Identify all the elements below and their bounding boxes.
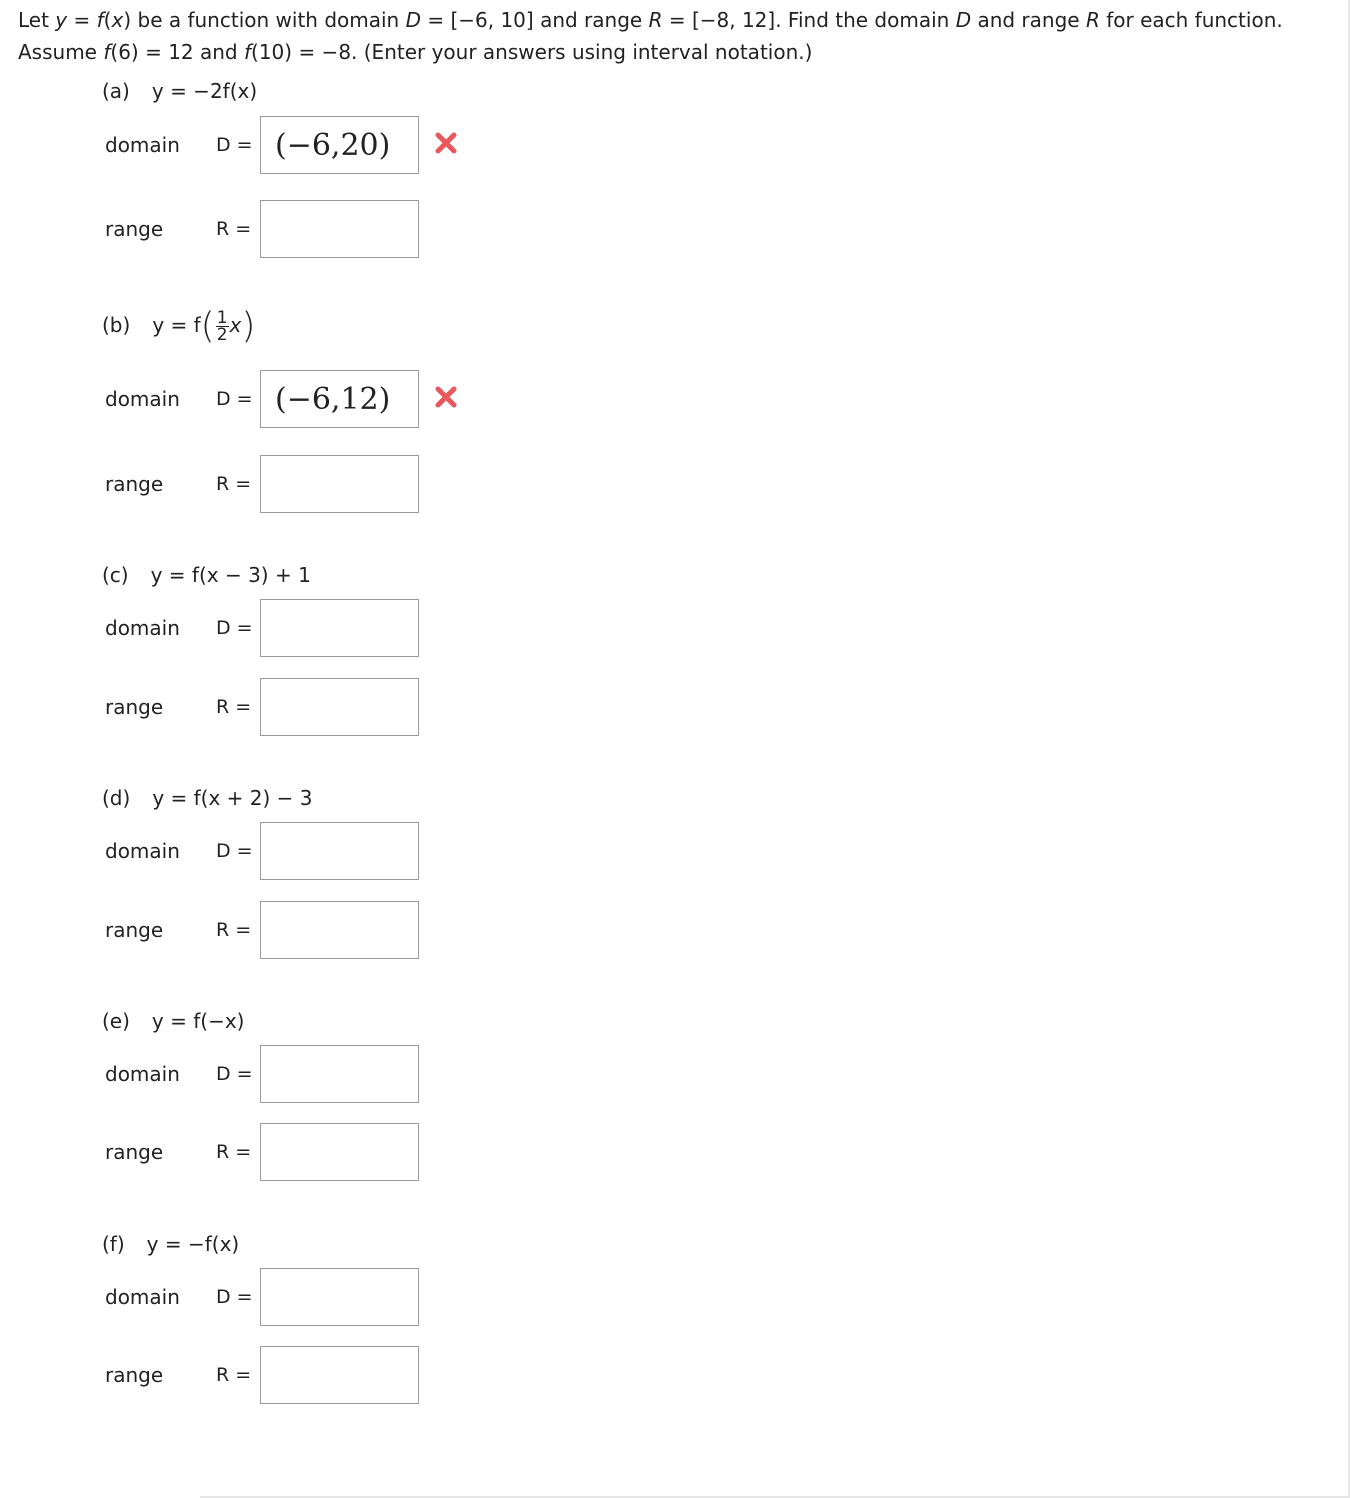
range-var: R = bbox=[216, 473, 252, 495]
domain-var: D = bbox=[216, 1063, 253, 1085]
part-formula: y = f(x − 3) + 1 bbox=[150, 563, 311, 587]
domain-label: domain bbox=[105, 1285, 180, 1309]
question-fragment: = [−8, 12]. Find the domain bbox=[662, 8, 956, 32]
part-letter: (c) bbox=[102, 563, 129, 587]
part-c-domain-row bbox=[0, 599, 600, 657]
paren-right: ) bbox=[241, 305, 256, 347]
part-formula: y = f bbox=[152, 313, 201, 337]
range-label: range bbox=[105, 1363, 164, 1387]
question-fragment: f bbox=[103, 40, 111, 64]
question-fragment: (10) = −8. (Enter your answers using interval notation.) bbox=[251, 40, 813, 64]
range-var: R = bbox=[216, 919, 252, 941]
part-b-range-row bbox=[0, 455, 600, 513]
range-var: R = bbox=[216, 218, 252, 240]
domain-label: domain bbox=[105, 133, 180, 157]
part-e-domain-input[interactable] bbox=[260, 1045, 419, 1103]
part-f-range-row bbox=[0, 1346, 600, 1404]
part-c-heading bbox=[102, 563, 311, 587]
range-var: R = bbox=[216, 696, 252, 718]
input-value: (−6,12) bbox=[275, 381, 391, 417]
domain-label: domain bbox=[105, 387, 180, 411]
domain-label: domain bbox=[105, 1062, 180, 1086]
part-letter: (b) bbox=[102, 313, 131, 337]
part-d-heading bbox=[102, 786, 313, 810]
question-fragment: and range bbox=[971, 8, 1086, 32]
part-a-range-row bbox=[0, 200, 600, 258]
part-letter: (e) bbox=[102, 1009, 130, 1033]
input-value: (−6,20) bbox=[275, 127, 391, 163]
range-label: range bbox=[105, 695, 164, 719]
part-d-range-row bbox=[0, 901, 600, 959]
part-a-heading bbox=[102, 79, 257, 103]
part-c-domain-input[interactable] bbox=[260, 599, 419, 657]
question-fragment: Let bbox=[18, 8, 56, 32]
part-formula-x: x bbox=[229, 313, 242, 337]
question-fragment: f bbox=[243, 40, 252, 64]
domain-var: D = bbox=[216, 388, 253, 410]
part-e-range-input[interactable] bbox=[260, 1123, 419, 1181]
question-fragment: D bbox=[405, 8, 421, 32]
question-text bbox=[18, 4, 1328, 68]
question-fragment: y bbox=[55, 8, 68, 32]
question-fragment: f bbox=[96, 8, 104, 32]
part-formula: y = −f(x) bbox=[146, 1232, 240, 1256]
part-formula: y = f(x + 2) − 3 bbox=[152, 786, 313, 810]
fraction-numerator: 1 bbox=[216, 308, 228, 328]
part-e-heading bbox=[102, 1009, 244, 1033]
part-c-range-row bbox=[0, 678, 600, 736]
domain-label: domain bbox=[105, 839, 180, 863]
part-f-domain-input[interactable] bbox=[260, 1268, 419, 1326]
part-b-heading bbox=[102, 305, 256, 347]
domain-label: domain bbox=[105, 616, 180, 640]
question-fragment: = [−6, 10] and range bbox=[420, 8, 649, 32]
part-e-range-row bbox=[0, 1123, 600, 1181]
part-d-domain-row bbox=[0, 822, 600, 880]
question-fragment: = bbox=[67, 8, 97, 32]
part-letter: (a) bbox=[102, 79, 130, 103]
question-fragment: be a function with domain bbox=[131, 8, 406, 32]
range-label: range bbox=[105, 217, 164, 241]
paren-left: ( bbox=[200, 305, 215, 347]
question-fragment: (6) = 12 and bbox=[110, 40, 244, 64]
part-d-range-input[interactable] bbox=[260, 901, 419, 959]
question-fragment: for each function. Assume bbox=[18, 8, 1283, 64]
range-label: range bbox=[105, 918, 164, 942]
part-letter: (d) bbox=[102, 786, 131, 810]
part-formula: y = f(−x) bbox=[151, 1009, 245, 1033]
part-b-range-input[interactable] bbox=[260, 455, 419, 513]
range-var: R = bbox=[216, 1364, 252, 1386]
range-label: range bbox=[105, 1140, 164, 1164]
domain-var: D = bbox=[216, 617, 253, 639]
question-fragment: D bbox=[955, 8, 972, 32]
part-f-heading bbox=[102, 1232, 239, 1256]
part-b-domain-input[interactable] bbox=[260, 370, 419, 428]
part-letter: (f) bbox=[102, 1232, 125, 1256]
part-a-domain-row bbox=[0, 116, 600, 174]
question-fragment: R bbox=[1085, 8, 1100, 32]
part-f-domain-row bbox=[0, 1268, 600, 1326]
domain-var: D = bbox=[216, 840, 253, 862]
question-fragment: R bbox=[648, 8, 663, 32]
question-fragment: (x) bbox=[103, 8, 132, 32]
part-a-range-input[interactable] bbox=[260, 200, 419, 258]
x-mark-icon bbox=[434, 385, 458, 413]
part-c-range-input[interactable] bbox=[260, 678, 419, 736]
range-label: range bbox=[105, 472, 164, 496]
domain-var: D = bbox=[216, 1286, 253, 1308]
fraction bbox=[216, 310, 229, 343]
range-var: R = bbox=[216, 1141, 252, 1163]
fraction-denominator: 2 bbox=[216, 325, 228, 345]
part-d-domain-input[interactable] bbox=[260, 822, 419, 880]
domain-var: D = bbox=[216, 134, 253, 156]
part-a-domain-input[interactable] bbox=[260, 116, 419, 174]
part-b-domain-row bbox=[0, 370, 600, 428]
part-formula: y = −2f(x) bbox=[151, 79, 258, 103]
x-mark-icon bbox=[434, 131, 458, 159]
part-e-domain-row bbox=[0, 1045, 600, 1103]
part-f-range-input[interactable] bbox=[260, 1346, 419, 1404]
